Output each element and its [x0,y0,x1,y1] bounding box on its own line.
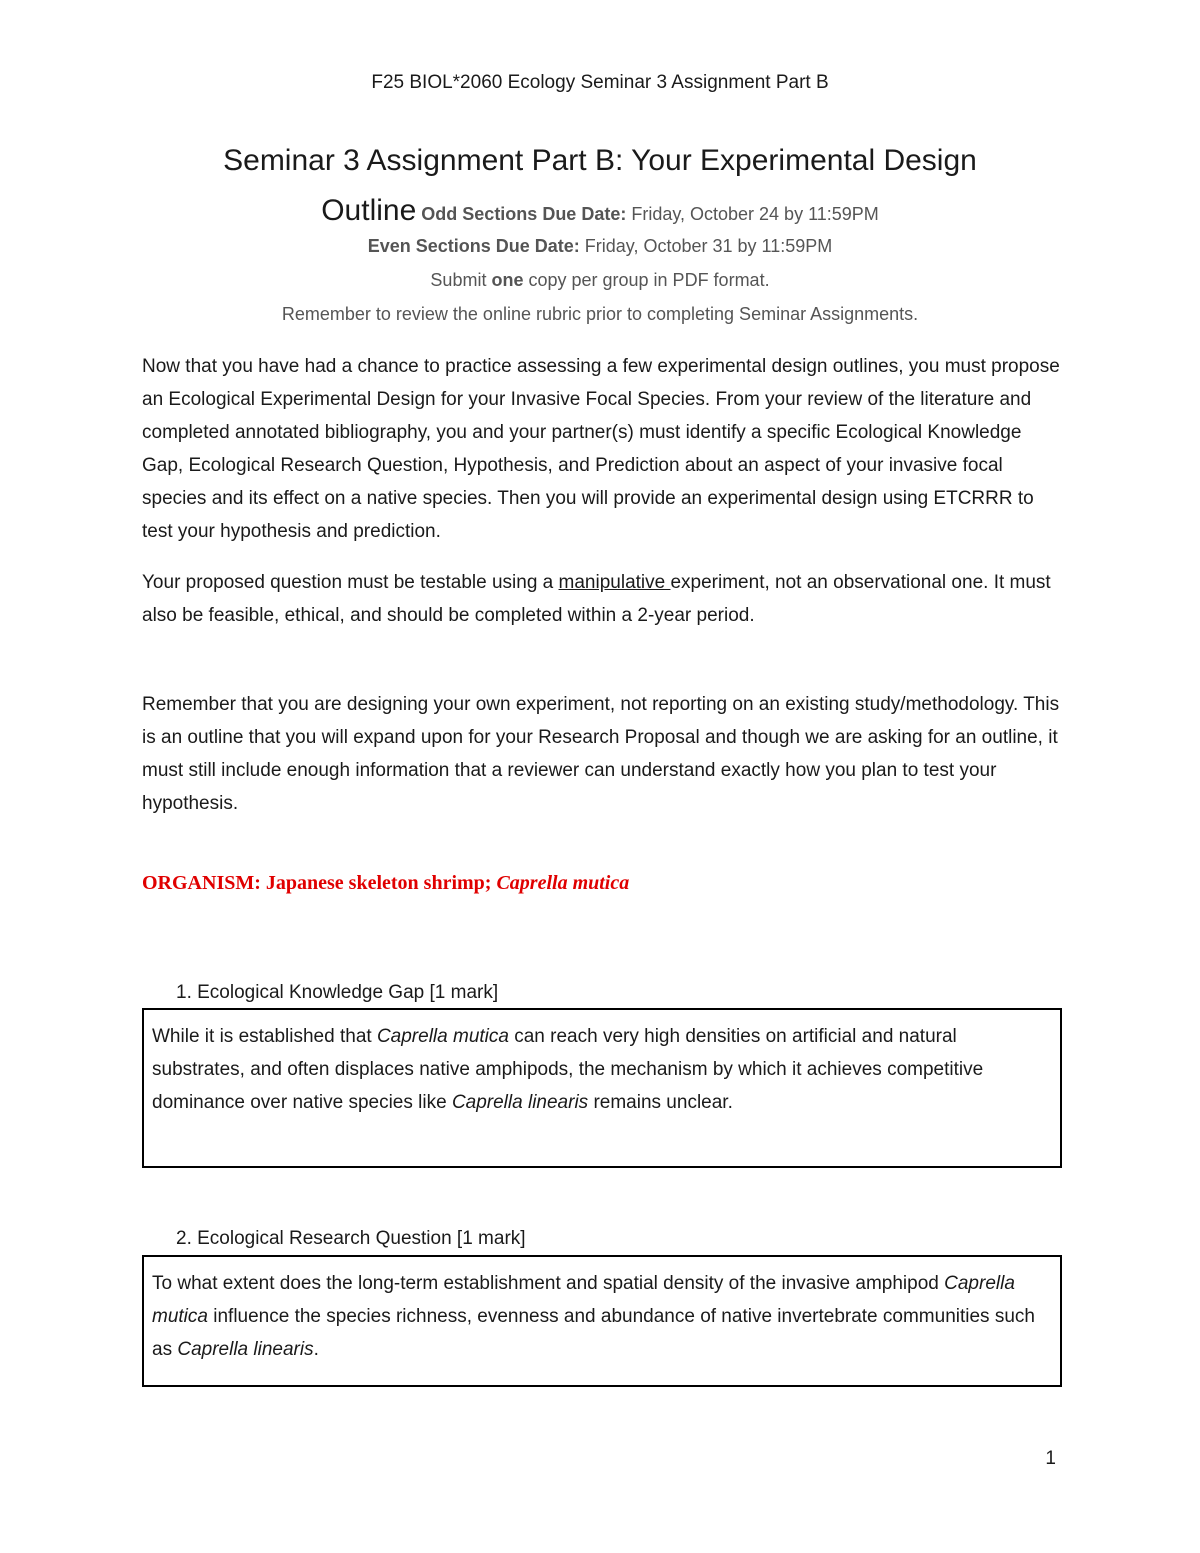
even-due-date: Friday, October 31 by 11:59PM [579,236,833,256]
odd-due-date: Friday, October 24 by 11:59PM [626,204,879,224]
gap-species-a: Caprella mutica [376,1026,509,1047]
rubric-reminder: Remember to review the online rubric prior to completing Seminar Assignments. [281,304,919,324]
testable-paragraph [142,566,1062,632]
knowledge-gap-heading: 1. Ecological Knowledge Gap [1 mark] [176,982,499,1003]
organism-prefix: ORGANISM: Japanese skeleton shrimp; [142,872,497,894]
submit-post: copy per group in PDF format. [523,270,770,290]
knowledge-gap-answer-box [142,1008,1062,1168]
even-due-label: Even Sections Due Date: [367,236,580,256]
question-text-a: To what extent does the long-term establishment and spatial density of the invasive amphipod [152,1273,945,1294]
odd-due-label: Odd Sections Due Date: [421,204,627,224]
title-outline-line [0,194,1200,228]
para2-pre: Your proposed question must be testable using a [142,572,559,593]
page-number: 1 [1045,1448,1056,1469]
submit-instruction [0,270,1200,291]
running-header: F25 BIOL*2060 Ecology Seminar 3 Assignment Part B [371,72,829,93]
title-outline-word: Outline [321,194,417,227]
question-text-c: . [313,1339,319,1360]
document-title: Seminar 3 Assignment Part B: Your Experimental Design [223,144,977,177]
question-species-b: Caprella linearis [177,1339,314,1360]
question-text-b: influence the species richness, evenness and abundance of native invertebrate communities such as [152,1306,1035,1360]
research-question-heading: 2. Ecological Research Question [1 mark] [176,1228,526,1249]
para2-post: experiment, not an observational one. It must also be feasible, ethical, and should be completed within a 2-year period. [142,572,1051,626]
organism-line [142,872,629,895]
research-question-answer-box [142,1255,1062,1387]
gap-species-b: Caprella linearis [451,1092,589,1113]
para2-underlined: manipulative [558,572,671,593]
even-due-line [0,236,1200,257]
gap-text-a: While it is established that [152,1026,377,1047]
submit-pre: Submit [430,270,492,290]
organism-species: Caprella mutica [496,872,630,894]
gap-text-b: can reach very high densities on artificial and natural substrates, and often displaces native amphipods, the mechanism by which it achieves competitive dominance over native species like [152,1026,984,1113]
gap-text-c: remains unclear. [588,1092,733,1113]
intro-paragraph: Now that you have had a chance to practice assessing a few experimental design outlines, you must propose an Ecological Experimental Design for your Invasive Focal Species. From your review of the literature and completed annotated bibliography, you and your partner(s) must identify a specific Ecological Knowledge Gap, Ecological Research Question, Hypothesis, and Prediction about an aspect of your invasive focal species and its effect on a native species. Then you will provide an experimental design using ETCRRR to test your hypothesis and prediction. [142,356,1060,542]
question-species-a: Caprella mutica [152,1273,1015,1327]
design-paragraph: Remember that you are designing your own experiment, not reporting on an existing study/methodology. This is an outline that you will expand upon for your Research Proposal and though we are asking for an outline, it must still include enough information that a reviewer can understand exactly how you plan to test your hypothesis. [142,694,1060,814]
submit-bold: one [491,270,524,290]
